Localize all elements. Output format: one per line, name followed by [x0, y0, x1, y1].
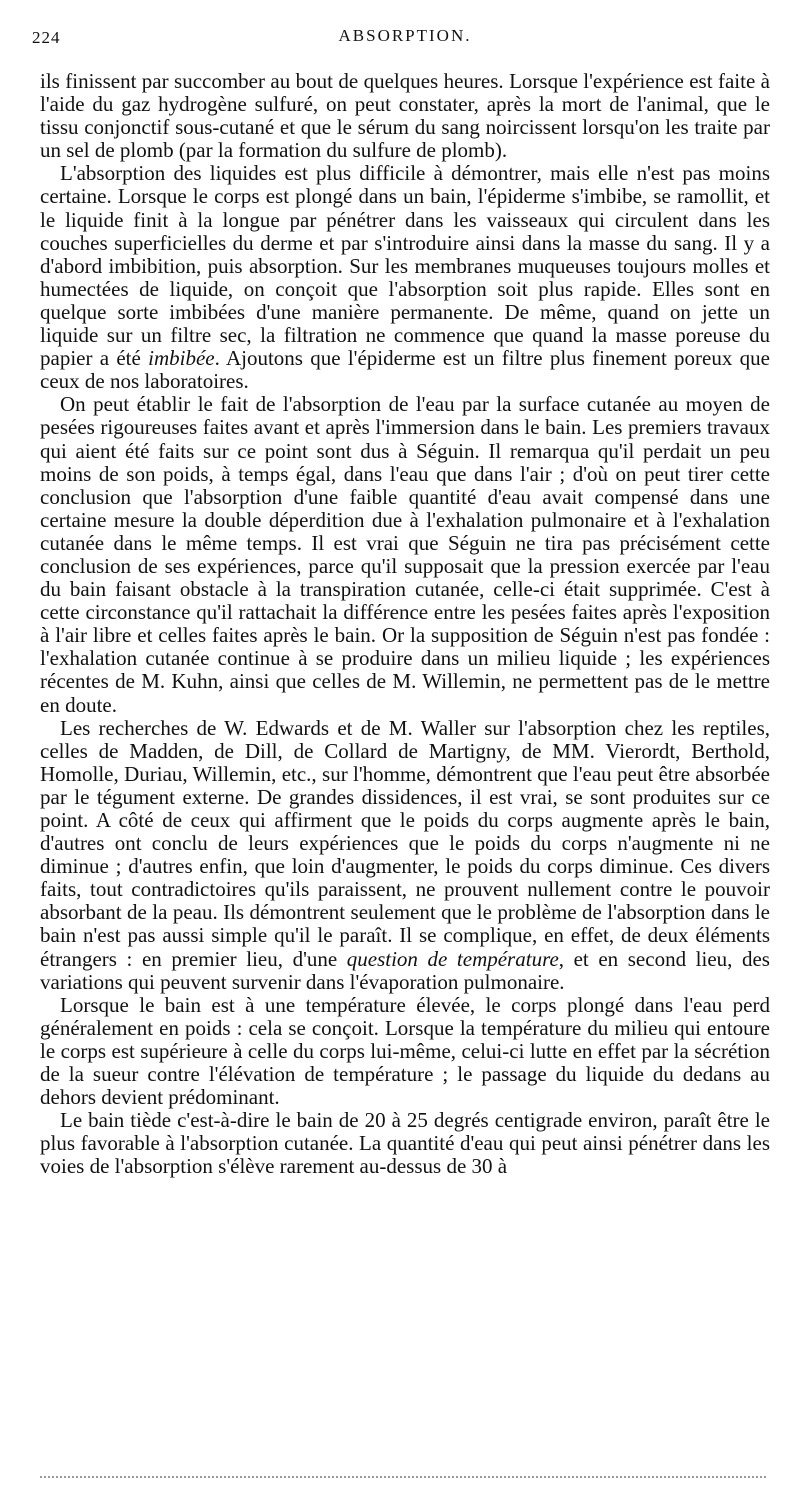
paragraph-text-after-emphasis: , et en second lieu, des variations qui peuvent survenir dans l'évaporation pulmonaire.	[40, 946, 770, 994]
paragraph-warm-bath: Le bain tiède c'est-à-dire le bain de 20 à 25 degrés centigrade environ, paraît être le plus favorable à l'absorption cutanée. La quantité d'eau qui peut ainsi pénétrer dans les voies de l'absorption s'élève rarement au-dessus de 30 à	[40, 1108, 770, 1179]
paragraph-weighing-experiments: On peut établir le fait de l'absorption de l'eau par la surface cutanée au moyen de pesées rigoureuses faites avant et après l'immersion dans le bain. Les premiers travaux qui aient été faits sur ce point sont dus à Séguin. Il remarqua qu'il perdait un peu moins de son poids, à temps égal, dans l'eau que dans l'air ; d'où on peut tirer cette conclusion que l'absorption d'une faible quantité d'eau avait compensé dans une certaine mesure la double déperdition due à l'exhalation pulmonaire et à l'exhalation cutanée dans le même temps. Il est vrai que Séguin ne tira pas précisément cette conclusion de ses expériences, parce qu'il supposait que la pression exercée par l'eau du bain faisant obstacle à la transpiration cutanée, celle-ci était supprimée. C'est à cette circonstance qu'il rattachait la différence entre les pesées faites après l'exposition à l'air libre et celles faites après le bain. Or la supposition de Séguin n'est pas fondée : l'exhalation cutanée continue à se produire dans un milieu liquide ; les expériences récentes de M. Kuhn, ainsi que celles de M. Willemin, ne permettent pas de le mettre en doute.	[40, 392, 770, 717]
body-text	[40, 70, 770, 1179]
running-head: ABSORPTION.	[338, 26, 472, 45]
paragraph-text-before-emphasis: L'absorption des liquides est plus difficile à démontrer, mais elle n'est pas moins certaine. Lorsque le corps est plongé dans un bain, l'épiderme s'imbibe, se ramollit, et le liquide finit à la longue par pénétrer dans les vaisseaux qui circulent dans les couches superficielles du derme et par s'introduire ainsi dans la masse du sang. Il y a d'abord imbibition, puis absorption. Sur les membranes muqueuses toujours molles et humectées de liquide, on conçoit que l'absorption soit plus rapide. Elles sont en quelque sorte imbibées d'une manière permanente. De même, quand on jette un liquide sur un filtre sec, la filtration ne commence que quand la masse poreuse du papier a été	[40, 161, 770, 371]
emphasized-term: imbibée	[148, 346, 215, 371]
paragraph-text-after-emphasis: . Ajoutons que l'épiderme est un filtre plus finement poreux que ceux de nos laboratoires.	[40, 346, 770, 394]
page-header	[32, 22, 770, 52]
emphasized-term: question de température	[346, 946, 559, 971]
page-number: 224	[32, 28, 61, 47]
paragraph-liquid-absorption	[40, 162, 770, 393]
footer-rule	[40, 1476, 766, 1478]
paragraph-continuation: ils finissent par succomber au bout de quelques heures. Lorsque l'expérience est faite à l'aide du gaz hydrogène sulfuré, on peut constater, après la mort de l'animal, que le tissu conjonctif sous-cutané et que le sérum du sang noircissent lorsqu'on les traite par un sel de plomb (par la formation du sulfure de plomb).	[40, 69, 770, 163]
book-page	[32, 22, 770, 1179]
paragraph-hot-bath: Lorsque le bain est à une température élevée, le corps plongé dans l'eau perd généralement en poids : cela se conçoit. Lorsque la température du milieu qui entoure le corps est supérieure à celle du corps lui-même, celui-ci lutte en effet par la sécrétion de la sueur contre l'élévation de température ; le passage du liquide du dedans au dehors devient prédominant.	[40, 992, 770, 1110]
paragraph-research-review	[40, 717, 770, 994]
paragraph-text-before-emphasis: Les recherches de W. Edwards et de M. Waller sur l'absorption chez les reptiles, celles de Madden, de Dill, de Collard de Martigny, de MM. Vierordt, Berthold, Homolle, Duriau, Willemin, etc., sur l'homme, démontrent que l'eau peut être absorbée par le tégument externe. De grandes dissidences, il est vrai, se sont produites sur ce point. A côté de ceux qui affirment que le poids du corps augmente après le bain, d'autres ont conclu de leurs expériences que le poids du corps n'augmente ni ne diminue ; d'autres enfin, que loin d'augmenter, le poids du corps diminue. Ces divers faits, tout contradictoires qu'ils paraissent, ne prouvent nullement contre le pouvoir absorbant de la peau. Ils démontrent seulement que le problème de l'absorption dans le bain n'est pas aussi simple qu'il le paraît. Il se complique, en effet, de deux éléments étrangers : en premier lieu, d'une	[40, 715, 770, 971]
